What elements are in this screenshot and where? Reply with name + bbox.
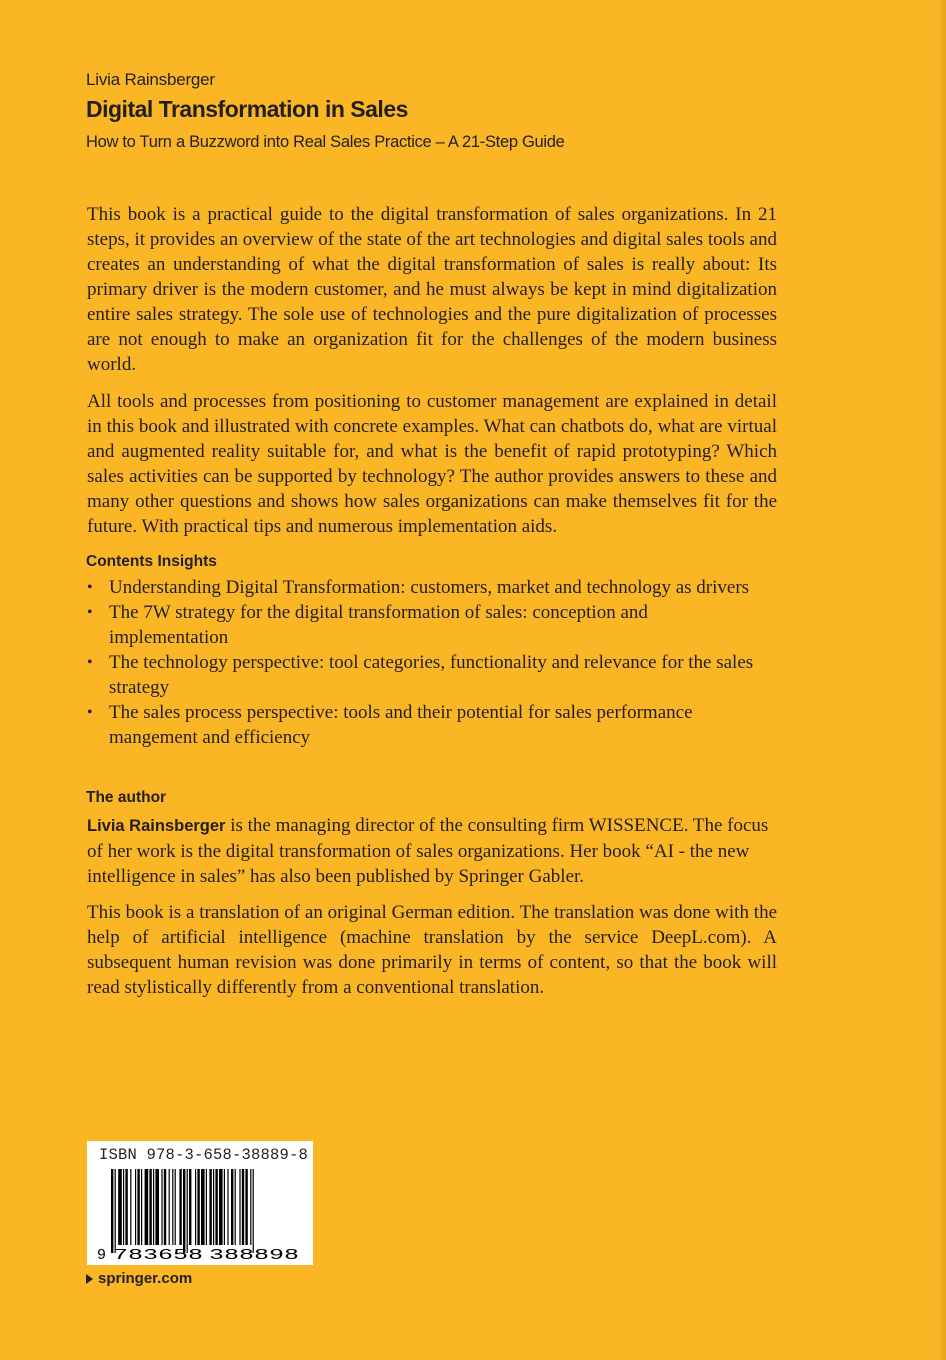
barcode-bar <box>253 1169 254 1253</box>
barcode-bar <box>161 1169 162 1245</box>
barcode-bar <box>135 1169 136 1245</box>
barcode-digits-right: 388898 <box>209 1247 299 1264</box>
barcode-bar <box>145 1169 149 1245</box>
cover-author: Livia Rainsberger <box>86 70 215 89</box>
list-item: • Understanding Digital Transformation: customers, market and technology as drivers <box>87 577 750 598</box>
barcode-bar <box>231 1169 233 1245</box>
book-title: Digital Transformation in Sales <box>86 96 408 122</box>
description-paragraph-2: All tools and processes from positioning to customer management are explained in detail in this book and illustrated with concrete examples. What can chatbots do, what are virtual and augmented reality suitable for, and what is the benefit of rapid prototyping? Which sales activities can be supported by technology? The author provides answers to these and many other questions and shows how sales organizations can make themselves fit for the future. With practical tips and numerous implementation aids. <box>87 391 777 537</box>
publisher-url: springer.com <box>98 1270 193 1287</box>
barcode-bar <box>189 1169 191 1245</box>
book-subtitle: How to Turn a Buzzword into Real Sales Practice – A 21-Step Guide <box>86 133 565 151</box>
author-bio-text: is the managing director of the consulting firm WISSENCE. The focus of her work is the digital transformation of sales organizations. Her book “AI - the new intelligence in sales” has also been published by Springer Gabler. <box>87 815 769 887</box>
barcode-bar <box>179 1169 181 1245</box>
isbn-number: ISBN 978-3-658-38889-8 <box>99 1146 309 1164</box>
publisher-link[interactable] <box>86 1270 192 1287</box>
barcode-bar <box>118 1169 122 1245</box>
barcode-bar <box>125 1169 127 1245</box>
barcode-bar <box>111 1169 113 1253</box>
barcode-bar <box>169 1169 170 1245</box>
bullet-icon: • <box>87 579 93 596</box>
barcode-bar <box>172 1169 173 1245</box>
barcode-bar <box>155 1169 159 1245</box>
list-item: • The 7W strategy for the digital transformation of sales: conception and implementation <box>87 602 648 648</box>
list-item: • The technology perspective: tool categories, functionality and relevance for the sales strategy <box>87 652 754 698</box>
translation-note: This book is a translation of an original German edition. The translation was done with the help of artificial intelligence (machine translation by the service DeepL.com). A subsequent human revision was done primarily in terms of content, so that the book will read stylistically differently from a conventional translation. <box>87 902 777 998</box>
barcode-bar <box>183 1169 185 1253</box>
barcode-digit-lead: 9 <box>97 1247 107 1264</box>
barcode-bar <box>130 1169 131 1245</box>
isbn-barcode <box>87 1141 313 1265</box>
barcode-graphic <box>87 1141 313 1265</box>
barcode-bar <box>115 1169 116 1253</box>
barcode-bar <box>164 1169 166 1245</box>
barcode-bar <box>149 1169 151 1245</box>
bullet-icon: • <box>87 604 93 621</box>
barcode-bar <box>195 1169 196 1245</box>
barcode-bar <box>197 1169 199 1245</box>
barcode-bar <box>215 1169 217 1245</box>
barcode-bar <box>227 1169 228 1245</box>
author-heading: The author <box>86 789 167 806</box>
arrow-right-icon <box>86 1274 93 1284</box>
barcode-bar <box>175 1169 176 1245</box>
barcode-digits-left: 783658 <box>113 1247 203 1264</box>
barcode-bar <box>242 1169 244 1245</box>
author-name: Livia Rainsberger <box>87 817 226 835</box>
barcode-bar <box>123 1169 124 1245</box>
spine-edge <box>940 0 946 1360</box>
contents-heading: Contents Insights <box>86 553 217 570</box>
barcode-bar <box>209 1169 211 1245</box>
barcode-bar <box>137 1169 139 1245</box>
barcode-bar <box>153 1169 154 1245</box>
barcode-bar <box>250 1169 251 1245</box>
barcode-bar <box>201 1169 205 1245</box>
barcode-bar <box>235 1169 236 1245</box>
barcode-bar <box>141 1169 142 1245</box>
barcode-bar <box>239 1169 240 1245</box>
contents-list <box>87 575 767 750</box>
bullet-icon: • <box>87 654 93 671</box>
barcode-bar <box>213 1169 214 1245</box>
author-bio <box>87 813 777 889</box>
barcode-bar <box>219 1169 223 1245</box>
description-paragraph-1: This book is a practical guide to the digital transformation of sales organizations. In 21 steps, it provides an overview of the state of the art technologies and digital sales tools and creates an understanding of what the digital transformation of sales is really about: Its primary driver is the modern customer, and he must always be kept in mind digitalization entire sales strategy. The sole use of technologies and the pure digitalization of processes are not enough to make an organization fit for the challenges of the modern business world. <box>87 204 777 375</box>
barcode-bar <box>224 1169 225 1245</box>
barcode-bar <box>187 1169 188 1253</box>
barcode-bar <box>206 1169 207 1245</box>
barcode-bar <box>245 1169 247 1245</box>
list-item: • The sales process perspective: tools and their potential for sales performance mangement and efficiency <box>87 702 693 748</box>
bullet-icon: • <box>87 704 93 721</box>
